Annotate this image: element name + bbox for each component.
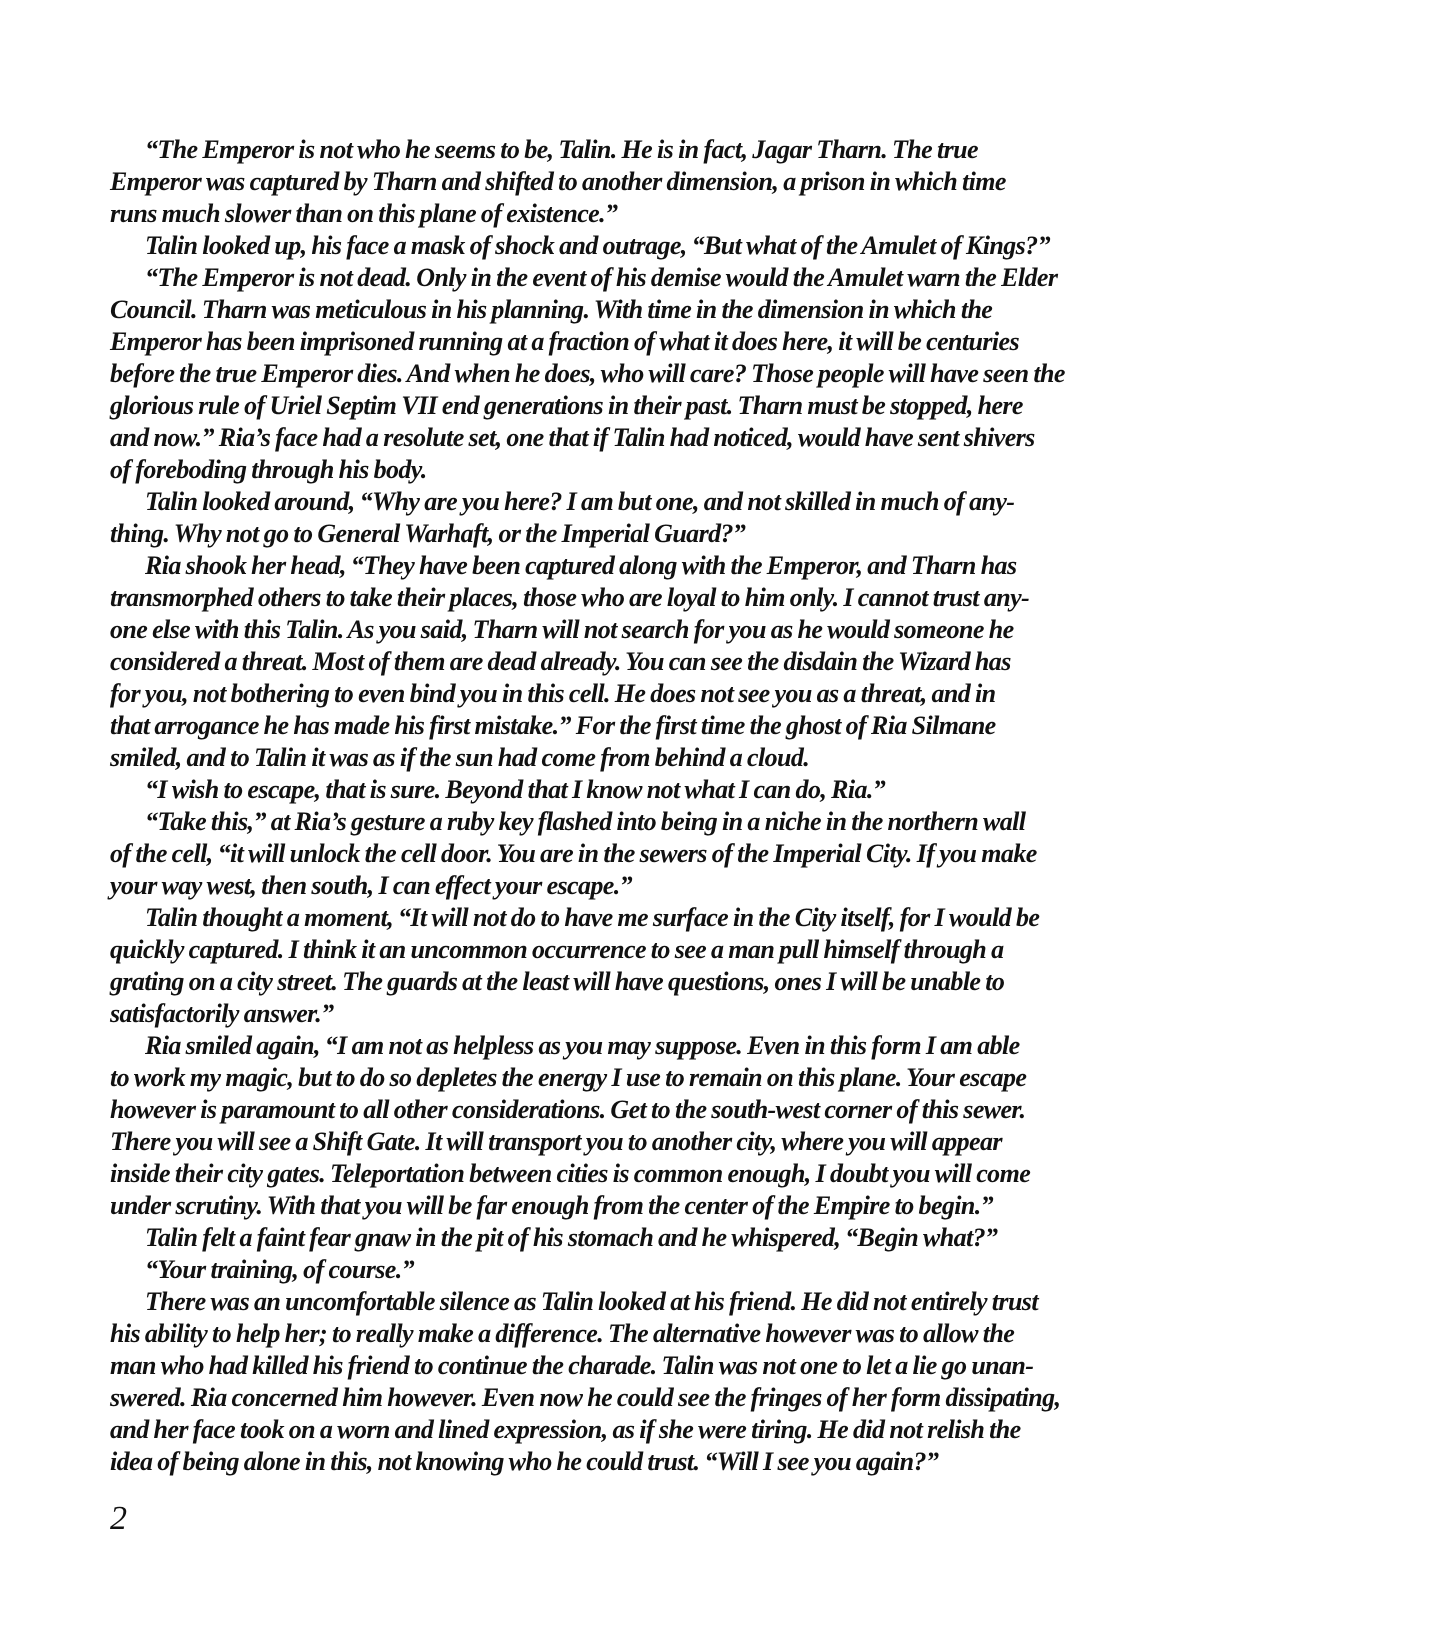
text-line: Ria smiled again, “I am not as helpless as you may suppose. Even in this form I am able	[145, 1031, 1020, 1060]
text-line: There was an uncomfortable silence as Talin looked at his friend. He did not entirely trust	[145, 1287, 1038, 1316]
paragraph	[110, 806, 1185, 902]
paragraph	[110, 230, 1185, 262]
text-line: smiled, and to Talin it was as if the sun had come from behind a cloud.	[110, 743, 810, 772]
text-line: one else with this Talin. As you said, Tharn will not search for you as he would someone he	[110, 615, 1014, 644]
text-line: man who had killed his friend to continue the charade. Talin was not one to let a lie go unan-	[110, 1351, 1034, 1380]
text-line: Council. Tharn was meticulous in his planning. With time in the dimension in which the	[110, 295, 993, 324]
text-line: There you will see a Shift Gate. It will transport you to another city, where you will appear	[110, 1127, 1002, 1156]
text-line: for you, not bothering to even bind you in this cell. He does not see you as a threat, and in	[110, 679, 996, 708]
text-line: Talin felt a faint fear gnaw in the pit of his stomach and he whispered, “Begin what?”	[145, 1223, 998, 1252]
text-line: considered a threat. Most of them are dead already. You can see the disdain the Wizard has	[110, 647, 1011, 676]
text-line: “The Emperor is not dead. Only in the event of his demise would the Amulet warn the Elder	[145, 263, 1058, 292]
body-text	[110, 134, 1185, 1478]
text-line: quickly captured. I think it an uncommon occurrence to see a man pull himself through a	[110, 935, 1004, 964]
text-line: Emperor was captured by Tharn and shifted to another dimension, a prison in which time	[110, 167, 1006, 196]
text-line: runs much slower than on this plane of existence.”	[110, 199, 618, 228]
paragraph	[110, 774, 1185, 806]
text-line: Talin looked around, “Why are you here? I am but one, and not skilled in much of any-	[145, 487, 1015, 516]
paragraph	[110, 1286, 1185, 1478]
paragraph	[110, 1030, 1185, 1222]
text-line: Talin thought a moment, “It will not do to have me surface in the City itself, for I would be	[145, 903, 1040, 932]
paragraph	[110, 486, 1185, 550]
text-line: grating on a city street. The guards at the least will have questions, ones I will be unable to	[110, 967, 1005, 996]
text-line: to work my magic, but to do so depletes the energy I use to remain on this plane. Your escape	[110, 1063, 1027, 1092]
text-line: and her face took on a worn and lined expression, as if she were tiring. He did not relish the	[110, 1415, 1021, 1444]
text-line: “I wish to escape, that is sure. Beyond that I know not what I can do, Ria.”	[145, 775, 886, 804]
page-number: 2	[110, 1500, 127, 1537]
text-line: “Your training, of course.”	[145, 1255, 415, 1284]
text-line: idea of being alone in this, not knowing who he could trust. “Will I see you again?”	[110, 1447, 939, 1476]
text-line: Talin looked up, his face a mask of shock and outrage, “But what of the Amulet of Kings?”	[145, 231, 1050, 260]
paragraph	[110, 1222, 1185, 1254]
text-line: swered. Ria concerned him however. Even now he could see the fringes of her form dissipating,	[110, 1383, 1061, 1412]
text-line: before the true Emperor dies. And when he does, who will care? Those people will have seen the	[110, 359, 1065, 388]
text-line: his ability to help her; to really make a difference. The alternative however was to allow the	[110, 1319, 1015, 1348]
text-line: glorious rule of Uriel Septim VII end generations in their past. Tharn must be stopped, here	[110, 391, 1023, 420]
text-line: Ria shook her head, “They have been captured along with the Emperor, and Tharn has	[145, 551, 1017, 580]
text-line: inside their city gates. Teleportation between cities is common enough, I doubt you will come	[110, 1159, 1031, 1188]
text-line: “The Emperor is not who he seems to be, Talin. He is in fact, Jagar Tharn. The true	[145, 135, 978, 164]
paragraph	[110, 902, 1185, 1030]
text-line: thing. Why not go to General Warhaft, or the Imperial Guard?”	[110, 519, 746, 548]
paragraph	[110, 262, 1185, 486]
text-line: transmorphed others to take their places, those who are loyal to him only. I cannot trust any-	[110, 583, 1030, 612]
text-line: however is paramount to all other considerations. Get to the south-west corner of this sewer.	[110, 1095, 1026, 1124]
text-line: satisfactorily answer.”	[110, 999, 334, 1028]
paragraph	[110, 550, 1185, 774]
text-line: of the cell, “it will unlock the cell door. You are in the sewers of the Imperial City. If you make	[110, 839, 1037, 868]
text-line: your way west, then south, I can effect your escape.”	[110, 871, 633, 900]
text-line: Emperor has been imprisoned running at a fraction of what it does here, it will be centuries	[110, 327, 1019, 356]
text-line: and now.” Ria’s face had a resolute set, one that if Talin had noticed, would have sent shivers	[110, 423, 1035, 452]
text-line: “Take this,” at Ria’s gesture a ruby key flashed into being in a niche in the northern wall	[145, 807, 1026, 836]
paragraph	[110, 134, 1185, 230]
text-line: of foreboding through his body.	[110, 455, 427, 484]
text-line: under scrutiny. With that you will be far enough from the center of the Empire to begin.”	[110, 1191, 994, 1220]
paragraph	[110, 1254, 1185, 1286]
text-line: that arrogance he has made his first mistake.” For the first time the ghost of Ria Silmane	[110, 711, 996, 740]
